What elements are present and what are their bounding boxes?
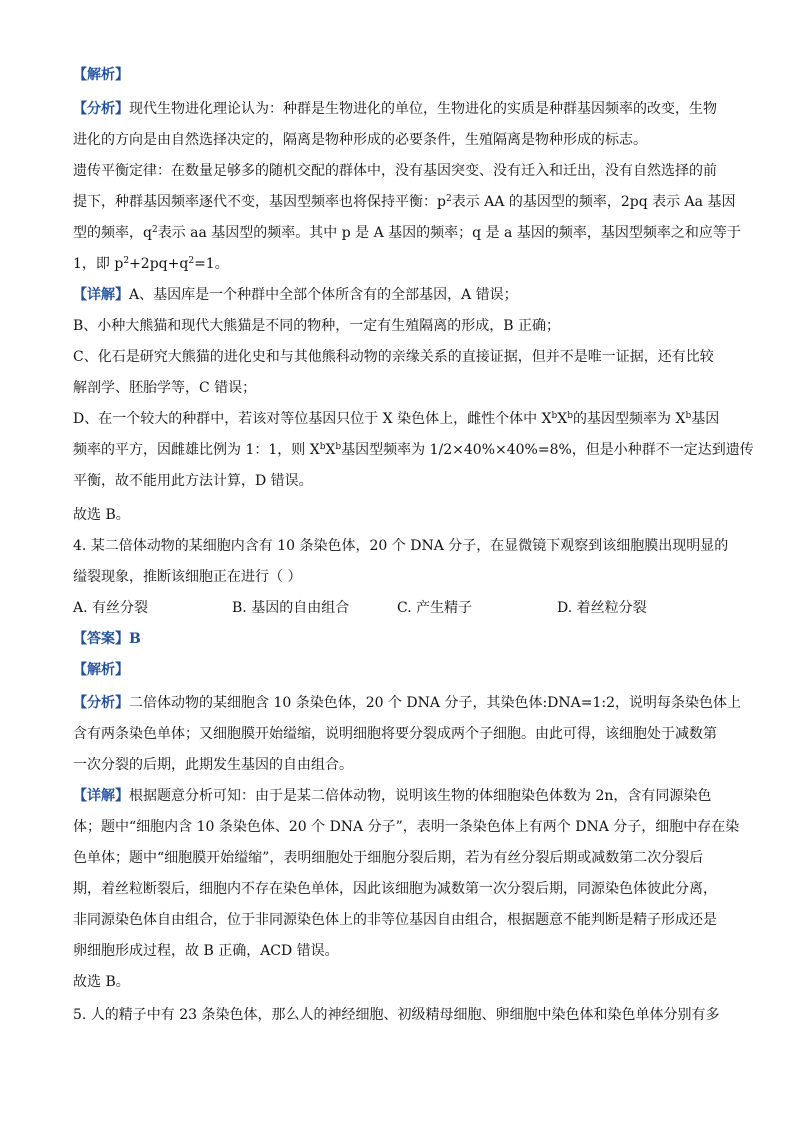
- q4-xiangjie-tag: 【详解】: [73, 788, 129, 804]
- q3-hardy-weinberg-line-1: 遗传平衡定律：在数量足够多的随机交配的群体中，没有基因突变、没有迁入和迁出，没有自然选择的前: [73, 163, 717, 179]
- q5-stem-line-1: 5. 人的精子中有 23 条染色体，那么人的神经细胞、初级精母细胞、卵细胞中染色体和染色单体分别有多: [73, 1007, 720, 1023]
- q3-fenxi-line-1: 【分析】现代生物进化理论认为：种群是生物进化的单位，生物进化的实质是种群基因频率的改变，生物: [73, 101, 717, 117]
- q4-option-b: B. 基因的自由组合: [232, 600, 350, 616]
- q3-option-d-line-1: D、在一个较大的种群中，若该对等位基因只位于 X 染色体上，雌性个体中 $X^bX^b$的基因型频率为 $X^b$基因: [73, 411, 720, 427]
- q4-xiangjie-line-4: 期，着丝粒断裂后，细胞内不存在染色单体，因此该细胞为减数第一次分裂后期，同源染色体彼此分离，: [73, 881, 717, 897]
- q3-hardy-weinberg-line-3: 型的频率，$q^2$表示 aa 基因型的频率。其中 p 是 A 基因的频率；q 是 a 基因的频率，基因型频率之和应等于: [73, 225, 741, 241]
- q3-option-a-explanation: 【详解】A、基因库是一个种群中全部个体所含有的全部基因，A 错误；: [73, 287, 518, 303]
- q4-option-a: A. 有丝分裂: [73, 600, 149, 616]
- q3-xiangjie-tag: 【详解】: [73, 287, 129, 303]
- q4-xiangjie-line-5: 非同源染色体自由组合，位于非同源染色体上的非等位基因自由组合，根据题意不能判断是精子形成还是: [73, 912, 717, 928]
- q3-hardy-weinberg-line-2: 提下，种群基因频率逐代不变，基因型频率也将保持平衡：$p^2$表示 AA 的基因型的频率，2pq 表示 Aa 基因: [73, 194, 736, 210]
- q4-fenxi-line-3: 一次分裂的后期，此期发生基因的自由组合。: [73, 757, 353, 773]
- q3-option-c-line-2: 解剖学、胚胎学等，C 错误；: [73, 380, 257, 396]
- q4-fenxi-line-1: 【分析】二倍体动物的某细胞含 10 条染色体，20 个 DNA 分子，其染色体:DNA=1:2，说明每条染色体上: [73, 695, 742, 711]
- q4-answer-line: 故选 B。: [73, 974, 130, 990]
- q4-xiangjie-line-3: 色单体；题中“细胞膜开始缢缩”，表明细胞处于细胞分裂后期，若为有丝分裂后期或减数第二次分裂后: [73, 850, 704, 866]
- q4-stem-line-2: 缢裂现象，推断该细胞正在进行（ ）: [73, 569, 302, 585]
- q3-hardy-weinberg-line-4: 1，即 $p^2+2pq+q^2=1$。: [73, 256, 229, 272]
- q4-xiangjie-line-6: 卵细胞形成过程，故 B 正确，ACD 错误。: [73, 943, 339, 959]
- q3-option-c-line-1: C、化石是研究大熊猫的进化史和与其他熊科动物的亲缘关系的直接证据，但并不是唯一证据，还有比较: [73, 349, 714, 365]
- q3-jiexi-heading: 【解析】: [73, 67, 129, 83]
- q3-option-b-explanation: B、小种大熊猫和现代大熊猫是不同的物种，一定有生殖隔离的形成，B 正确；: [73, 318, 561, 334]
- q3-fenxi-tag: 【分析】: [73, 101, 129, 117]
- q4-option-d: D. 着丝粒分裂: [557, 600, 647, 616]
- q4-answer-heading: 【答案】B: [73, 631, 141, 647]
- q4-xiangjie-line-1: 【详解】根据题意分析可知：由于是某二倍体动物，说明该生物的体细胞染色体数为 2n，含有同源染色: [73, 788, 712, 804]
- q3-option-d-line-3: 平衡，故不能用此方法计算，D 错误。: [73, 473, 313, 489]
- q4-jiexi-heading: 【解析】: [73, 662, 129, 678]
- q3-fenxi-line-2: 进化的方向是由自然选择决定的，隔离是物种形成的必要条件，生殖隔离是物种形成的标志。: [73, 132, 647, 148]
- q4-option-c: C. 产生精子: [397, 600, 473, 616]
- q3-option-d-line-2: 频率的平方，因雌雄比例为 1：1，则 $X^bX^b$基因型频率为 1/2×40%×40%=8%，但是小种群不一定达到遗传: [73, 442, 754, 458]
- q4-stem-line-1: 4. 某二倍体动物的某细胞内含有 10 条染色体，20 个 DNA 分子，在显微镜下观察到该细胞膜出现明显的: [73, 538, 729, 554]
- q4-xiangjie-line-2: 体；题中“细胞内含 10 条染色体、20 个 DNA 分子”，表明一条染色体上有两个 DNA 分子，细胞中存在染: [73, 819, 740, 835]
- q4-fenxi-line-2: 含有两条染色单体；又细胞膜开始缢缩，说明细胞将要分裂成两个子细胞。由此可得，该细胞处于减数第: [73, 726, 717, 742]
- q4-fenxi-tag: 【分析】: [73, 695, 129, 711]
- q3-answer-line: 故选 B。: [73, 507, 130, 523]
